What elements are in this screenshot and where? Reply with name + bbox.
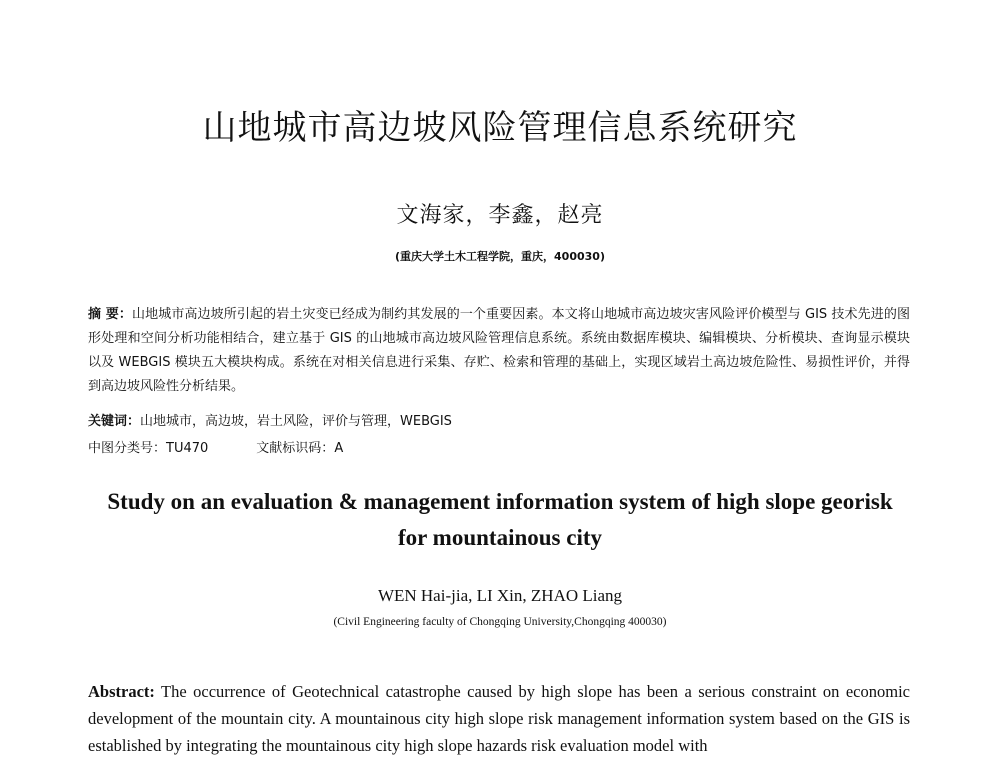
chinese-authors: 文海家，李鑫，赵亮 — [396, 203, 604, 228]
english-abstract-text: The occurrence of Geotechnical catastrophe caused by high slope has been a serious constraint on economic development of the mountain city. A mountainous city high slope risk management information system based on the GIS is established by integrating the mountainous city high slope hazards risk evaluation model with — [88, 682, 910, 755]
chinese-affiliation: (重庆大学土木工程学院，重庆，400030) — [395, 250, 605, 263]
chinese-abstract-text: 山地城市高边坡所引起的岩土灾变已经成为制约其发展的一个重要因素。本文将山地城市高边坡灾害风险评价模型与 GIS 技术先进的图形处理和空间分析功能相结合，建立基于 GIS 的山地城市高边坡风险管理信息系统。系统由数据库模块、编辑模块、分析模块、查询显示模块以及 WEBGIS 模块五大模块构成。系统在对相关信息进行采集、存贮、检索和管理的基础上，实现区域岩土高边坡危险性、易损性评价，并得到高边坡风险性分析结果。 — [88, 307, 910, 394]
chinese-keywords — [88, 410, 452, 429]
english-abstract-label: Abstract: — [88, 682, 155, 701]
chinese-abstract-label: 摘 要： — [88, 307, 132, 322]
document-code-label: 文献标识码： — [256, 441, 335, 456]
class-number-label: 中图分类号： — [88, 441, 167, 456]
chinese-keywords-label: 关键词： — [88, 414, 141, 429]
english-title — [0, 484, 1000, 556]
chinese-title: 山地城市高边坡风险管理信息系统研究 — [202, 108, 798, 148]
chinese-abstract — [88, 303, 910, 399]
class-number-value: TU470 — [166, 441, 209, 456]
english-authors: WEN Hai-jia, LI Xin, ZHAO Liang — [377, 586, 623, 605]
chinese-keywords-text: 山地城市，高边坡，岩土风险，评价与管理，WEBGIS — [140, 414, 452, 429]
chinese-classification — [88, 437, 343, 456]
english-abstract — [88, 678, 910, 759]
english-title-line-1: Study on an evaluation & management information system of high slope georisk — [107, 489, 893, 514]
english-affiliation: (Civil Engineering faculty of Chongqing University,Chongqing 400030) — [333, 616, 667, 628]
document-code-value: A — [334, 441, 344, 456]
english-title-line-2: for mountainous city — [397, 525, 603, 550]
